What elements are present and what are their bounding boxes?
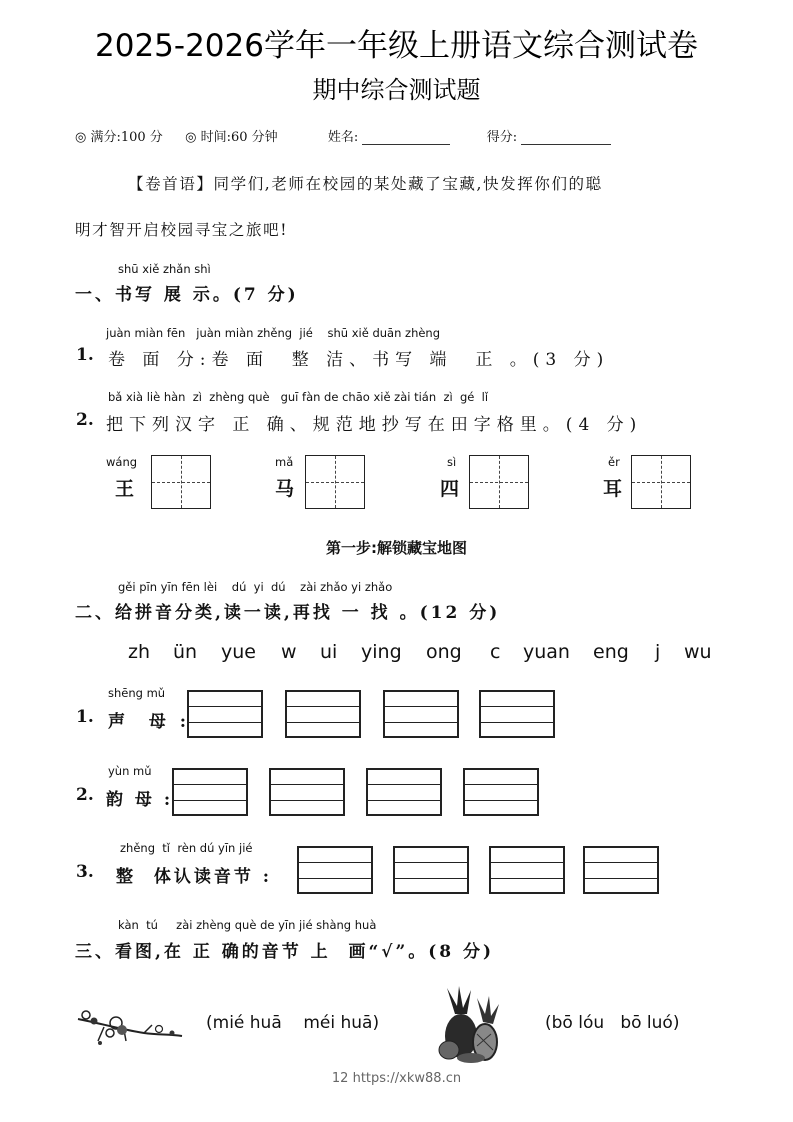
section2-pinyin: gěi pīn yīn fēn lèi dú yi dú zài zhǎo yi zhǎo (118, 580, 393, 594)
initials-pinyin: shēng mǔ (108, 686, 166, 700)
q2-number: 2. (76, 410, 94, 430)
four-line-box[interactable] (285, 690, 361, 738)
finals-pinyin: yùn mǔ (108, 764, 152, 778)
four-line-box[interactable] (479, 690, 555, 738)
whole-syllables-label: 整 体认读音节 : (116, 867, 273, 887)
exam-meta (75, 126, 611, 145)
intro-line-1: 【卷首语】同学们,老师在校园的某处藏了宝藏,快发挥你们的聪 (128, 175, 603, 193)
char-pinyin: ěr (608, 455, 620, 469)
section1-heading: 一、书写 展 示。(7 分) (75, 285, 299, 305)
char-model: 四 (440, 478, 460, 500)
q1-number: 1. (76, 345, 94, 365)
char-pinyin: wáng (106, 455, 138, 469)
syllable: yue (221, 641, 256, 663)
section3-pinyin: kàn tú zài zhèng què de yīn jié shàng huà (118, 918, 377, 932)
score-field[interactable] (521, 130, 611, 145)
time-limit: ◎ 时间:60 分钟 (185, 130, 278, 145)
tian-grid-ma[interactable] (305, 455, 365, 509)
full-score: ◎ 满分:100 分 (75, 130, 163, 145)
char-model: 王 (115, 478, 135, 500)
four-line-box[interactable] (489, 846, 565, 894)
score-label: 得分: (486, 130, 518, 145)
four-line-box[interactable] (269, 768, 345, 816)
syllable: ün (173, 641, 198, 663)
syllable: wu (684, 641, 712, 663)
syllable: ying (361, 641, 402, 663)
char-pinyin: mǎ (275, 455, 294, 469)
finals-label: 韵 母 : (106, 790, 174, 810)
char-pinyin: sì (447, 455, 457, 469)
pineapple-options[interactable]: (bō lóu bō luó) (545, 1013, 680, 1033)
q2-text: 把下列汉字 正 确、规范地抄写在田字格里。(4 分) (106, 415, 643, 435)
intro-line-2: 明才智开启校园寻宝之旅吧! (75, 221, 289, 239)
section1-pinyin: shū xiě zhǎn shì (118, 262, 211, 276)
plum-blossom-icon (74, 1003, 184, 1045)
char-model: 耳 (603, 478, 623, 500)
tian-grid-er[interactable] (631, 455, 691, 509)
syllable: ong (426, 641, 462, 663)
step-heading: 第一步:解锁藏宝地图 (326, 539, 467, 557)
name-field[interactable] (362, 130, 450, 145)
q1-text: 卷 面 分:卷 面 整 洁、书写 端 正 。(3 分) (108, 350, 610, 370)
initials-number: 1. (76, 707, 94, 727)
four-line-box[interactable] (297, 846, 373, 894)
initials-label: 声 母 : (108, 712, 191, 732)
page-title: 2025-2026学年一年级上册语文综合测试卷 (95, 28, 698, 64)
four-line-box[interactable] (383, 690, 459, 738)
syllable: yuan (523, 641, 570, 663)
char-model: 马 (275, 478, 295, 500)
q2-pinyin: bǎ xià liè hàn zì zhèng què guī fàn de chāo xiě zài tián zì gé lǐ (108, 390, 489, 404)
four-line-box[interactable] (393, 846, 469, 894)
whole-syllables-number: 3. (76, 862, 94, 882)
whole-syllables-pinyin: zhěng tǐ rèn dú yīn jié (120, 841, 253, 855)
section3-heading: 三、看图,在 正 确的音节 上 画“√”。(8 分) (75, 942, 495, 962)
section2-heading: 二、给拼音分类,读一读,再找 一 找 。(12 分) (75, 603, 501, 623)
name-label: 姓名: (327, 130, 359, 145)
plum-options[interactable]: (mié huā méi huā) (206, 1013, 380, 1033)
q1-pinyin: juàn miàn fēn juàn miàn zhěng jié shū xiě duān zhèng (106, 326, 441, 340)
four-line-box[interactable] (187, 690, 263, 738)
finals-number: 2. (76, 785, 94, 805)
four-line-box[interactable] (583, 846, 659, 894)
syllable: eng (593, 641, 629, 663)
page-footer: 12 https://xkw88.cn (331, 1071, 462, 1086)
page-subtitle: 期中综合测试题 (312, 76, 481, 104)
tian-grid-wang[interactable] (151, 455, 211, 509)
syllable: c (490, 641, 501, 663)
four-line-box[interactable] (366, 768, 442, 816)
syllable: zh (128, 641, 151, 663)
four-line-box[interactable] (463, 768, 539, 816)
syllable: w (281, 641, 297, 663)
tian-grid-si[interactable] (469, 455, 529, 509)
syllable: j (655, 641, 661, 663)
pineapple-icon (433, 984, 503, 1064)
syllable: ui (320, 641, 338, 663)
four-line-box[interactable] (172, 768, 248, 816)
